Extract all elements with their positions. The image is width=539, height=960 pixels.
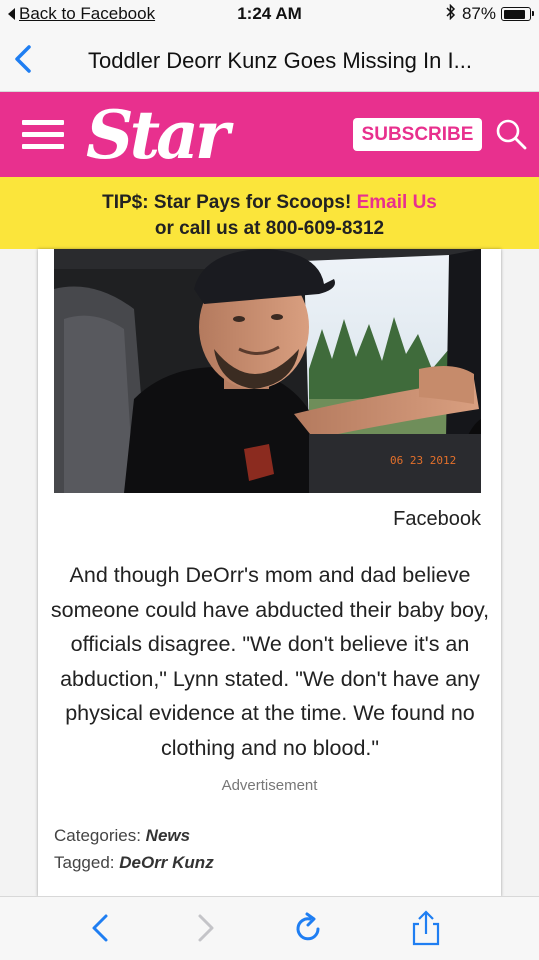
tag-link[interactable]: DeOrr Kunz — [119, 853, 214, 872]
article-photo — [54, 249, 481, 493]
navigation-bar — [0, 30, 539, 92]
hamburger-menu-icon[interactable] — [22, 120, 64, 150]
email-us-link[interactable]: Email Us — [356, 192, 437, 213]
categories-label: Categories: — [54, 826, 141, 845]
page-title: Toddler Deorr Kunz Goes Missing In I... — [88, 48, 472, 73]
tips-line-1 — [0, 190, 539, 216]
article-body: And though DeOrr's mom and dad believe someone could have abducted their baby boy, officials disagree. "We don't believe it's an abduction," Lynn stated. "We don't have any physical evidence at the time. We found no clothing and no blood." — [50, 563, 490, 760]
article-card — [38, 249, 501, 897]
star-logo[interactable]: Star — [86, 96, 226, 174]
photo-date-stamp: 06 23 2012 — [390, 454, 457, 467]
status-right — [446, 4, 531, 24]
category-link[interactable]: News — [145, 826, 191, 845]
battery-level — [504, 10, 526, 19]
status-time: 1:24 AM — [237, 4, 302, 23]
battery-percent: 87% — [461, 4, 496, 23]
photo-caption: Facebook — [393, 508, 481, 530]
tips-banner — [0, 177, 539, 249]
tagged-row — [54, 853, 214, 873]
battery-icon — [501, 7, 531, 21]
bluetooth-icon — [446, 4, 456, 24]
tagged-label: Tagged: — [54, 853, 115, 872]
tips-lead: TIP$: Star Pays for Scoops! — [102, 192, 352, 213]
tips-phone[interactable]: or call us at 800-609-8312 — [154, 218, 385, 239]
forward-icon[interactable] — [186, 910, 222, 946]
categories-row — [54, 826, 190, 846]
search-icon[interactable] — [494, 117, 528, 151]
back-icon[interactable] — [84, 910, 120, 946]
browser-toolbar — [0, 896, 539, 960]
subscribe-button[interactable]: SUBSCRIBE — [353, 118, 482, 151]
status-bar — [0, 0, 539, 30]
chevron-left-icon[interactable] — [12, 44, 34, 74]
back-to-app-label: Back to Facebook — [19, 4, 156, 23]
share-icon[interactable] — [408, 910, 444, 946]
advertisement-label: Advertisement — [221, 777, 318, 794]
reload-icon[interactable] — [290, 910, 326, 946]
